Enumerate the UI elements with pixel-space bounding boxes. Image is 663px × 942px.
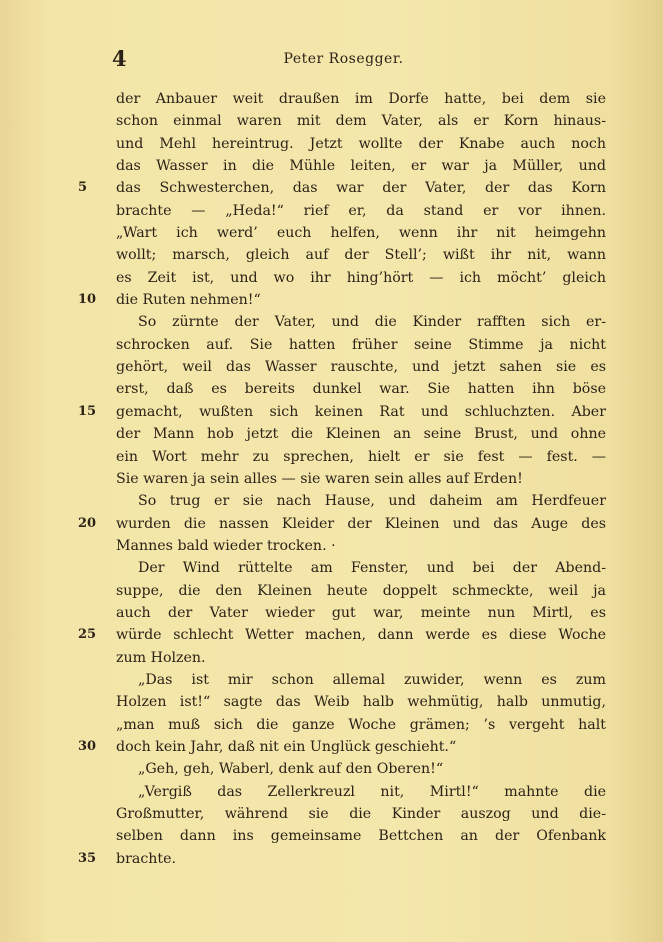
line-number: 20 xyxy=(78,515,97,531)
line-text: doch kein Jahr, daß nit ein Unglück geschieht.“ xyxy=(116,738,457,755)
text-line xyxy=(78,289,606,311)
line-text: gemacht, wußten sich keinen Rat und schluchzten. Aber xyxy=(116,403,606,420)
text-line xyxy=(116,803,606,825)
text-line xyxy=(116,781,606,803)
line-text: Großmutter, während sie die Kinder auszog und die- xyxy=(116,806,606,822)
line-text: Holzen ist!“ sagte das Weib halb wehmütig, halb unmutig, xyxy=(116,694,606,711)
line-text: „Vergiß das Zellerkreuzl nit, Mirtl!“ mahnte die xyxy=(138,783,606,800)
line-text: wollt; marsch, gleich auf der Stell’; wißt ihr nit, wann xyxy=(116,247,606,264)
line-text: würde schlecht Wetter machen, dann werde es diese Woche xyxy=(116,627,606,644)
text-line xyxy=(116,490,606,512)
text-line xyxy=(78,624,606,646)
text-line xyxy=(116,133,606,155)
line-number: 30 xyxy=(78,738,97,754)
text-line xyxy=(116,423,606,445)
line-text: Der Wind rüttelte am Fenster, und bei der Abend- xyxy=(138,560,606,577)
line-text: schrocken auf. Sie hatten früher seine Stimme ja nicht xyxy=(116,336,606,353)
text-line xyxy=(116,267,606,289)
text-line xyxy=(116,222,606,244)
text-line xyxy=(78,401,606,423)
text-line xyxy=(116,691,606,713)
text-line xyxy=(116,378,606,400)
line-text: auch der Vater wieder gut war, meinte nun Mirtl, es xyxy=(116,604,606,621)
line-number: 25 xyxy=(78,627,97,643)
line-text: brachte — „Heda!“ rief er, da stand er vor ihnen. xyxy=(116,202,606,219)
line-text: und Mehl hereintrug. Jetzt wollte der Knabe auch noch xyxy=(116,135,606,152)
text-line xyxy=(116,580,606,602)
line-text: ein Wort mehr zu sprechen, hielt er sie fest — fest. — xyxy=(116,448,606,465)
line-text: brachte. xyxy=(116,850,177,867)
text-line xyxy=(116,446,606,468)
text-line xyxy=(116,244,606,266)
line-text: selben dann ins gemeinsame Bettchen an der Ofenbank xyxy=(116,828,606,845)
line-text: Sie waren ja sein alles — sie waren sein alles auf Erden! xyxy=(116,470,523,487)
text-line xyxy=(116,200,606,222)
text-line xyxy=(116,647,606,669)
text-line xyxy=(116,110,606,132)
text-line xyxy=(116,602,606,624)
line-number: 35 xyxy=(78,850,97,866)
text-line xyxy=(116,311,606,333)
line-text: erst, daß es bereits dunkel war. Sie hatten ihn böse xyxy=(116,381,606,398)
text-line xyxy=(78,736,606,758)
line-text: Mannes bald wieder trocken. · xyxy=(116,537,336,554)
text-line xyxy=(116,669,606,691)
line-text: gehört, weil das Wasser rauschte, und jetzt sahen sie es xyxy=(116,359,606,376)
line-text: schon einmal waren mit dem Vater, als er Korn hinaus- xyxy=(116,113,606,130)
line-text: zum Holzen. xyxy=(116,649,206,666)
line-number: 15 xyxy=(78,403,97,419)
line-text: der Mann hob jetzt die Kleinen an seine Brust, und ohne xyxy=(116,426,606,443)
text-line xyxy=(78,513,606,535)
line-text: „Das ist mir schon allemal zuwider, wenn es zum xyxy=(138,671,606,688)
line-text: das Schwesterchen, das war der Vater, der das Korn xyxy=(116,180,606,197)
line-text: „Geh, geh, Waberl, denk auf den Oberen!“ xyxy=(138,761,444,778)
line-text: es Zeit ist, und wo ihr hing’hört — ich möcht’ gleich xyxy=(116,269,606,286)
line-text: So zürnte der Vater, und die Kinder rafften sich er- xyxy=(138,314,606,331)
text-line xyxy=(116,557,606,579)
text-line xyxy=(116,88,606,110)
text-line xyxy=(116,155,606,177)
line-text: „man muß sich die ganze Woche grämen; ’s vergeht halt xyxy=(116,716,606,733)
text-line xyxy=(78,177,606,199)
text-line xyxy=(116,468,606,490)
line-text: So trug er sie nach Hause, und daheim am Herdfeuer xyxy=(138,493,606,510)
body-text xyxy=(78,88,606,870)
text-line xyxy=(116,535,606,557)
text-line xyxy=(116,758,606,780)
text-line xyxy=(116,714,606,736)
page-number: 4 xyxy=(112,46,127,71)
line-text: der Anbauer weit draußen im Dorfe hatte, bei dem sie xyxy=(116,91,606,107)
text-line xyxy=(116,825,606,847)
line-text: das Wasser in die Mühle leiten, er war ja Müller, und xyxy=(116,158,606,175)
line-text: suppe, die den Kleinen heute doppelt schmeckte, weil ja xyxy=(116,582,606,599)
text-line xyxy=(116,334,606,356)
line-number: 10 xyxy=(78,292,97,308)
line-text: die Ruten nehmen!“ xyxy=(116,292,261,309)
line-text: wurden die nassen Kleider der Kleinen und das Auge des xyxy=(116,515,606,532)
line-text: „Wart ich werd’ euch helfen, wenn ihr nit heimgehn xyxy=(116,225,606,242)
text-line xyxy=(78,848,606,870)
line-number: 5 xyxy=(78,180,88,196)
running-head: Peter Rosegger. xyxy=(283,51,404,67)
text-line xyxy=(116,356,606,378)
